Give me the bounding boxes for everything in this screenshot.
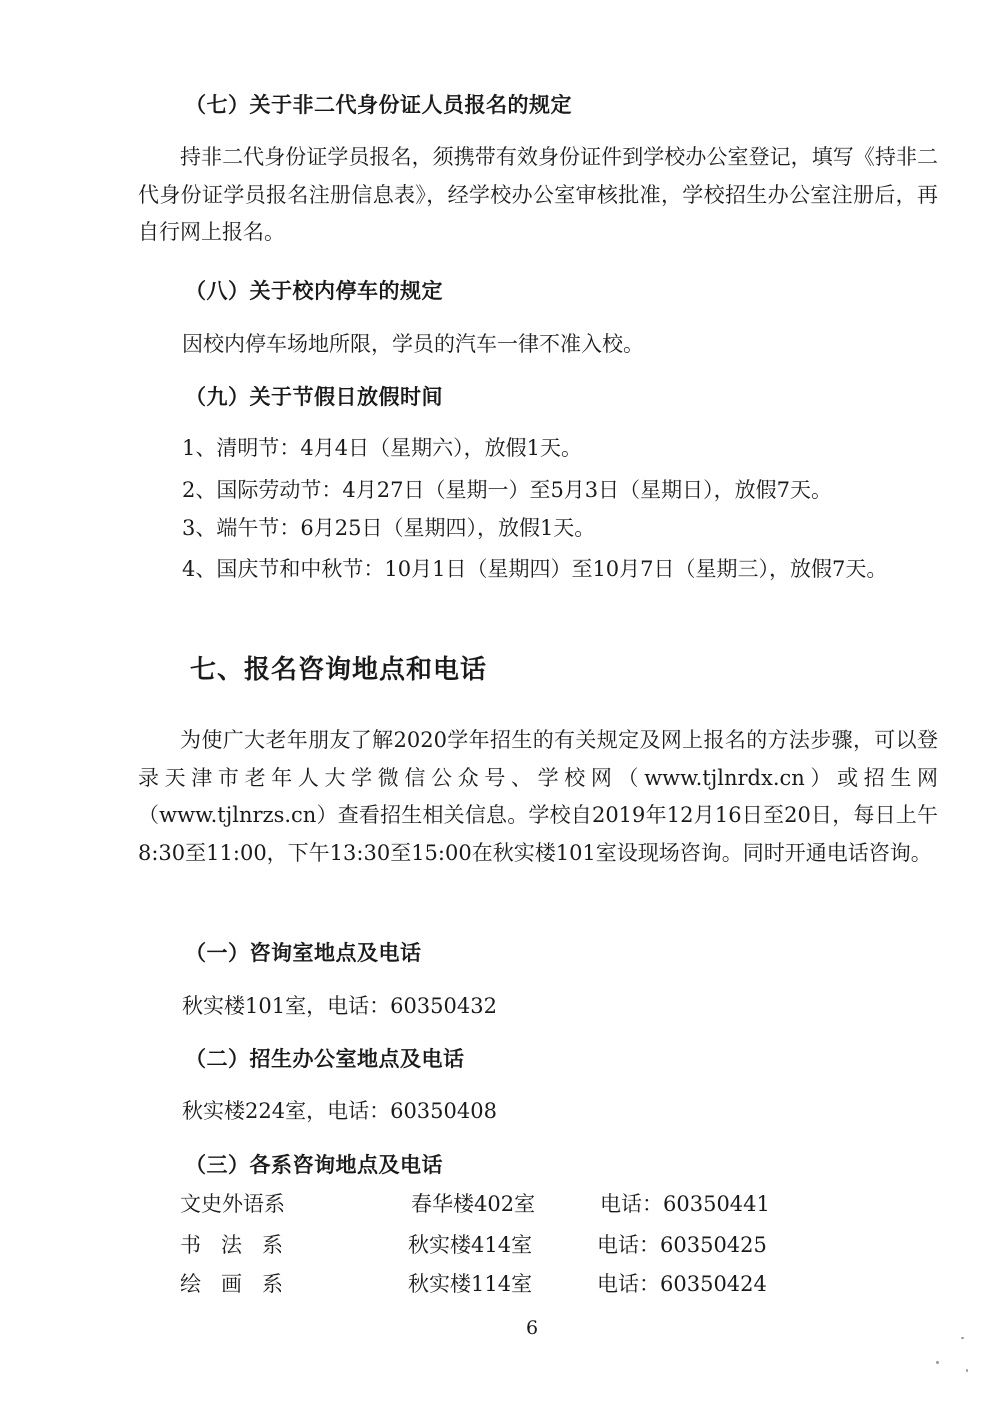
department-name: 书法系 (180, 1233, 303, 1257)
department-phone: 电话：60350425 (597, 1233, 767, 1257)
department-name: 绘画系 (180, 1272, 303, 1296)
paragraph-consultation-intro: 为使广大老年朋友了解2020学年招生的有关规定及网上报名的方法步骤，可以登录天津市老年人大学微信公众号、学校网（www.tjlnrdx.cn）或招生网（www.tjlnrzs.cn）查看招生相关信息。学校自2019年12月16日至20日，每日上午8:30至11:00，下午13:30至15:00在秋实楼101室设现场咨询。同时开通电话咨询。 (138, 728, 938, 865)
section-heading-holidays: （九）关于节假日放假时间 (185, 385, 443, 409)
page-number: 6 (526, 1317, 539, 1339)
department-location: 秋实楼414室 (408, 1233, 533, 1257)
subheading-admissions-office: （二）招生办公室地点及电话 (185, 1047, 465, 1071)
subheading-consultation-room: （一）咨询室地点及电话 (185, 941, 422, 965)
subheading-department-consultation: （三）各系咨询地点及电话 (185, 1153, 443, 1177)
scan-speck (966, 1369, 968, 1372)
admissions-office-info: 秋实楼224室，电话：60350408 (182, 1099, 497, 1123)
paragraph-parking: 因校内停车场地所限，学员的汽车一律不准入校。 (182, 332, 644, 356)
holiday-item: 3、端午节：6月25日（星期四），放假1天。 (182, 516, 596, 540)
paragraph-non-second-gen-id: 持非二代身份证学员报名，须携带有效身份证件到学校办公室登记，填写《持非二代身份证学员报名注册信息表》，经学校办公室审核批准，学校招生办公室注册后，再自行网上报名。 (138, 145, 938, 244)
department-location: 秋实楼114室 (408, 1272, 533, 1296)
scan-speck (961, 1337, 964, 1339)
section-heading-parking: （八）关于校内停车的规定 (185, 279, 443, 303)
holiday-item: 1、清明节：4月4日（星期六），放假1天。 (182, 436, 582, 460)
department-phone: 电话：60350424 (597, 1272, 767, 1296)
consultation-room-info: 秋实楼101室，电话：60350432 (182, 994, 497, 1018)
department-location: 春华楼402室 (411, 1192, 536, 1216)
section-heading-non-second-gen-id: （七）关于非二代身份证人员报名的规定 (185, 93, 572, 117)
holiday-item: 4、国庆节和中秋节：10月1日（星期四）至10月7日（星期三），放假7天。 (182, 557, 888, 581)
part-title-consultation: 七、报名咨询地点和电话 (190, 655, 488, 685)
department-phone: 电话：60350441 (600, 1192, 770, 1216)
department-name: 文史外语系 (180, 1192, 285, 1216)
scan-speck (936, 1361, 939, 1364)
holiday-item: 2、国际劳动节：4月27日（星期一）至5月3日（星期日），放假7天。 (182, 478, 833, 502)
